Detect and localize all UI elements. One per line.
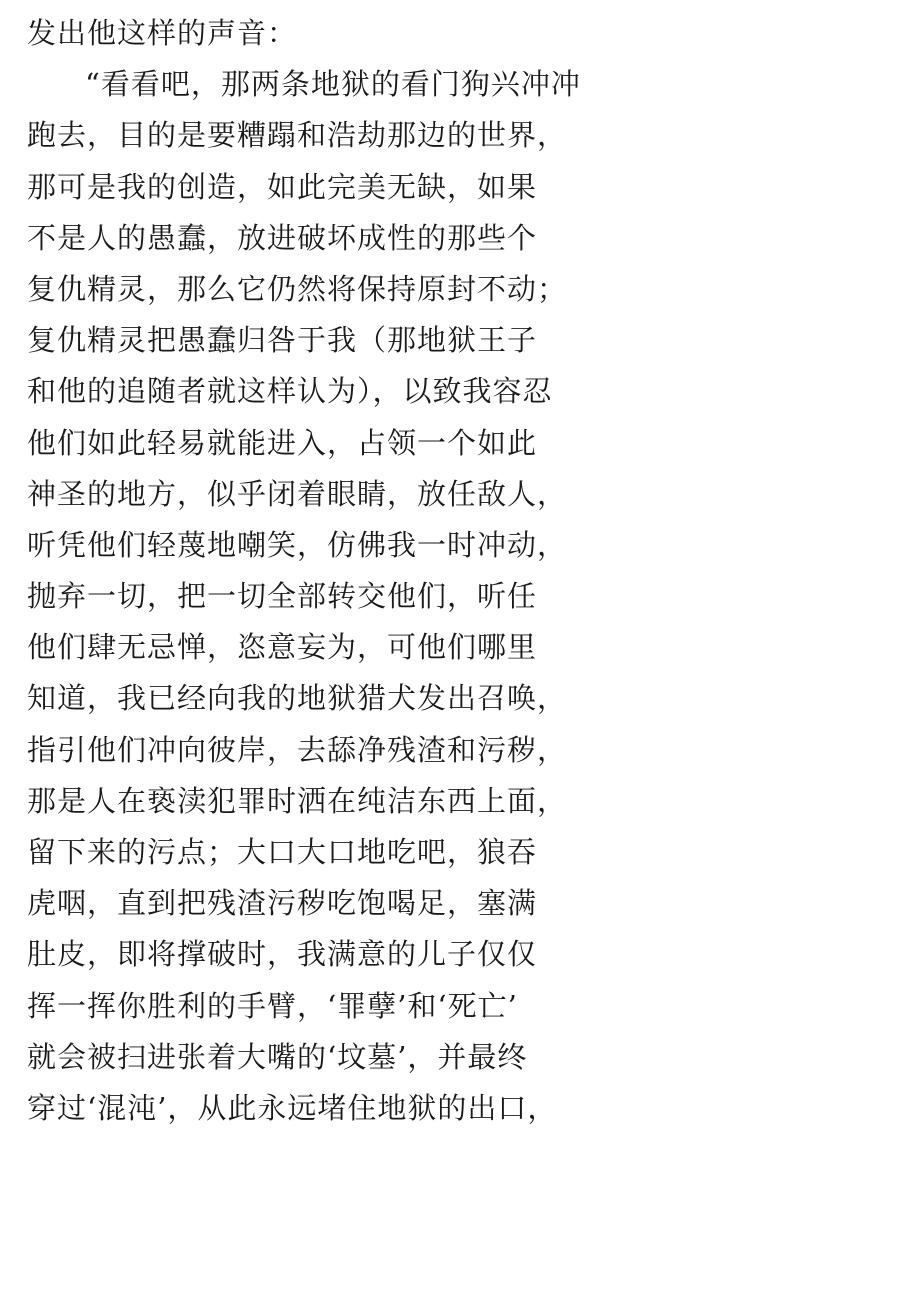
text-line-9: 他们如此轻易就能进入，占领一个如此 xyxy=(27,425,538,460)
text-line-2: “看看吧，那两条地狱的看门狗兴冲冲 xyxy=(85,67,581,102)
text-line-22: 穿过‘混沌’，从此永远堵住地狱的出口， xyxy=(27,1090,558,1125)
text-line-20: 挥一挥你胜利的手臂，‘罪孽’和‘死亡’ xyxy=(27,988,518,1023)
text-line-12: 抛弃一切，把一切全部转交他们，听任 xyxy=(27,579,538,614)
text-line-15: 指引他们冲向彼岸，去舔净残渣和污秽， xyxy=(27,732,568,767)
poem-text xyxy=(27,8,887,1134)
text-line-6: 复仇精灵，那么它仍然将保持原封不动； xyxy=(27,271,568,306)
text-line-13: 他们肆无忌惮，恣意妄为，可他们哪里 xyxy=(27,630,538,665)
text-line-21: 就会被扫进张着大嘴的‘坟墓’，并最终 xyxy=(27,1039,528,1074)
text-line-7: 复仇精灵把愚蠢归咎于我（那地狱王子 xyxy=(27,323,538,358)
text-line-16: 那是人在亵渎犯罪时洒在纯洁东西上面， xyxy=(27,783,568,818)
text-line-3: 跑去，目的是要糟蹋和浩劫那边的世界， xyxy=(27,118,568,153)
text-line-14: 知道，我已经向我的地狱猎犬发出召唤， xyxy=(27,681,568,716)
text-line-11: 听凭他们轻蔑地嘲笑，仿佛我一时冲动， xyxy=(27,527,568,562)
text-line-19: 肚皮，即将撑破时，我满意的儿子仅仅 xyxy=(27,937,538,972)
text-line-5: 不是人的愚蠢，放进破坏成性的那些个 xyxy=(27,220,538,255)
text-line-1: 发出他这样的声音： xyxy=(27,16,298,50)
text-line-10: 神圣的地方，似乎闭着眼睛，放任敌人， xyxy=(27,476,568,511)
text-line-18: 虎咽，直到把残渣污秽吃饱喝足，塞满 xyxy=(27,886,538,921)
text-line-4: 那可是我的创造，如此完美无缺，如果 xyxy=(27,169,538,204)
text-line-8: 和他的追随者就这样认为），以致我容忍 xyxy=(27,374,553,409)
text-line-17: 留下来的污点；大口大口地吃吧，狼吞 xyxy=(27,835,538,869)
